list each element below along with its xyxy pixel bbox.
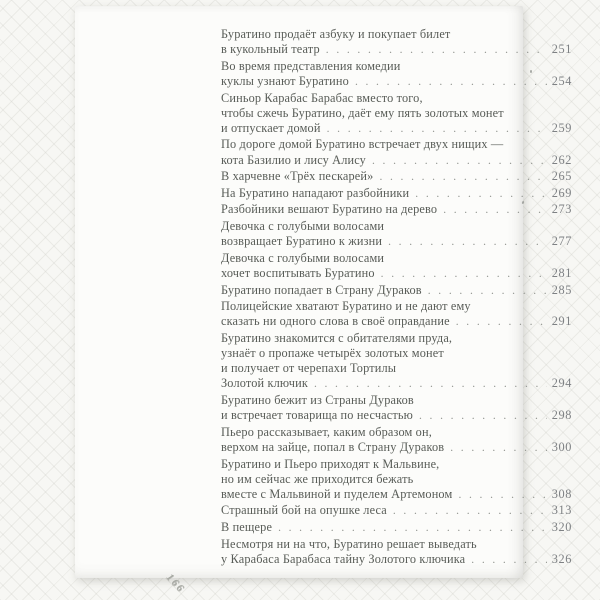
toc-entry: [221, 202, 572, 217]
toc-entry-line: [221, 42, 572, 57]
toc-entry-line: [221, 552, 572, 567]
toc-entry-text: Полицейские хватают Буратино и не дают ему: [221, 299, 471, 314]
toc-entry-line: [221, 219, 572, 234]
dot-leader: [278, 521, 547, 536]
toc-entry-line: [221, 503, 572, 518]
toc-entry-text: вместе с Мальвиной и пуделем Артемоном: [221, 486, 453, 501]
toc-entry-line: [221, 314, 572, 329]
toc-page-number: 313: [551, 503, 572, 518]
toc-entry-text: Буратино продаёт азбуку и покупает билет: [221, 27, 451, 41]
toc-entry-text: куклы узнают Буратино: [221, 73, 349, 88]
toc-page-number: 259: [551, 120, 572, 135]
book-page: [75, 6, 572, 596]
toc-entry: [221, 425, 572, 455]
toc-entry: [221, 457, 572, 503]
toc-entry-line: [221, 331, 572, 346]
toc-entry: [221, 169, 572, 184]
toc-entry-line: [221, 106, 572, 121]
toc-entry-line: [221, 59, 572, 74]
toc-entry-line: [221, 537, 572, 552]
toc-entry-line: [221, 376, 572, 391]
dot-leader: [415, 187, 546, 202]
toc-entry-line: [221, 425, 572, 440]
toc-entry-line: [221, 137, 572, 152]
toc-entry-text: Во время представления комедии: [221, 58, 401, 73]
toc-entry-line: [221, 169, 572, 184]
toc-entry: [221, 393, 572, 423]
toc-entry-text: но им сейчас же приходится бежать: [221, 471, 414, 486]
toc-entry: [221, 59, 572, 89]
toc-entry-text: Девочка с голубыми волосами: [221, 218, 385, 233]
toc-entry-text: у Карабаса Барабаса тайну Золотого ключика: [221, 551, 466, 566]
toc-entry-text: в кукольный театр: [221, 42, 320, 57]
toc-entry: [221, 537, 572, 567]
toc-entry: [221, 520, 572, 535]
toc-entry-line: [221, 283, 572, 298]
toc-entry-line: [221, 299, 572, 314]
toc-entry: [221, 219, 572, 249]
toc-entry: [221, 283, 572, 298]
toc-entry-line: [221, 74, 572, 89]
toc-entry-text: В пещере: [221, 520, 273, 535]
toc-entry: [221, 251, 572, 281]
toc-entry-text: возвращает Буратино к жизни: [221, 234, 383, 249]
dot-leader: [428, 284, 547, 299]
dot-leader: [450, 441, 547, 456]
handwritten-page-number: 166: [163, 572, 187, 596]
toc-entry-line: [221, 520, 572, 535]
toc-entry-line: [221, 121, 572, 136]
toc-entry: [221, 503, 572, 518]
toc-page-number: 281: [551, 265, 572, 280]
toc-entry-line: [221, 27, 572, 42]
toc-entry-line: [221, 440, 572, 455]
toc-entry-text: Страшный бой на опушке леса: [221, 503, 387, 518]
toc-entry-text: и встречает товарища по несчастью: [221, 408, 413, 423]
toc-entry-text: На Буратино нападают разбойники: [221, 185, 410, 200]
dot-leader: [393, 504, 547, 519]
toc-entry-text: По дороге домой Буратино встречает двух нищих —: [221, 137, 504, 152]
toc-page-number: 285: [551, 282, 572, 297]
toc-entry-text: и отпускает домой: [221, 120, 321, 135]
toc-entry-text: сказать ни одного слова в своё оправдание: [221, 314, 450, 329]
toc-entry-line: [221, 234, 572, 249]
toc-page-number: 273: [551, 202, 572, 217]
toc-entry-text: Синьор Карабас Барабас вместо того,: [221, 90, 423, 105]
toc-page-number: 251: [551, 42, 572, 57]
dot-leader: [355, 75, 547, 90]
toc-entry: [221, 299, 572, 329]
toc-entry-line: [221, 457, 572, 472]
toc-entry-text: кота Базилио и лису Алису: [221, 152, 366, 167]
toc-page-number: 269: [551, 185, 572, 200]
dot-leader: [456, 315, 547, 330]
toc-entry-line: [221, 202, 572, 217]
dot-leader: [314, 377, 547, 392]
toc-page-number: 262: [551, 152, 572, 167]
dot-leader: [381, 267, 547, 282]
toc-entry-line: [221, 361, 572, 376]
toc-page-number: 294: [551, 376, 572, 391]
dot-leader: [419, 409, 547, 424]
toc-entry: [221, 137, 572, 167]
dot-leader: [327, 122, 547, 137]
toc-entry: [221, 331, 572, 392]
toc-entry-text: Пьеро рассказывает, каким образом он,: [221, 424, 432, 439]
toc-entry: [221, 91, 572, 137]
toc-entry-line: [221, 346, 572, 361]
dot-leader: [388, 235, 547, 250]
dot-leader: [379, 170, 546, 185]
toc-entry-line: [221, 487, 572, 502]
toc-page-number: 300: [551, 439, 572, 454]
toc-entry-text: узнаёт о пропаже четырёх золотых монет: [221, 346, 444, 361]
dot-leader: [458, 488, 546, 503]
toc-entry-text: В харчевне «Трёх пескарей»: [221, 169, 374, 184]
toc-page-number: 277: [551, 234, 572, 249]
toc-entry-line: [221, 153, 572, 168]
toc-entry-line: [221, 472, 572, 487]
toc-entry-line: [221, 408, 572, 423]
toc-entry-text: Разбойники вешают Буратино на дерево: [221, 202, 438, 217]
toc-entry-text: Девочка с голубыми волосами: [221, 250, 385, 265]
toc-entry-line: [221, 266, 572, 281]
toc-entry-line: [221, 91, 572, 106]
toc-entry-text: Несмотря ни на что, Буратино решает выведать: [221, 536, 477, 551]
toc-entry-line: [221, 186, 572, 201]
toc-page-number: 320: [551, 520, 572, 535]
table-of-contents: [221, 27, 572, 568]
toc-entry: [221, 27, 572, 57]
toc-page-number: 326: [551, 551, 572, 566]
dot-leader: [443, 203, 547, 218]
toc-page-number: 265: [551, 169, 572, 184]
toc-entry: [221, 186, 572, 201]
dot-leader: [471, 553, 546, 568]
toc-entry-text: верхом на зайце, попал в Страну Дураков: [221, 439, 445, 454]
toc-entry-text: Золотой ключик: [221, 376, 308, 391]
toc-entry-text: Буратино и Пьеро приходят к Мальвине,: [221, 456, 440, 471]
toc-entry-text: Буратино знакомится с обитателями пруда,: [221, 330, 453, 345]
dot-leader: [326, 43, 547, 58]
toc-entry-text: Буратино бежит из Страны Дураков: [221, 393, 414, 407]
toc-page-number: 298: [551, 408, 572, 423]
toc-page-number: 291: [551, 314, 572, 329]
toc-entry-text: и получает от черепахи Тортилы: [221, 361, 397, 376]
toc-entry-text: хочет воспитывать Буратино: [221, 265, 375, 280]
toc-entry-text: Буратино попадает в Страну Дураков: [221, 282, 422, 297]
photo-speck: [530, 70, 532, 73]
toc-entry-line: [221, 251, 572, 266]
toc-page-number: 254: [551, 73, 572, 88]
dot-leader: [372, 154, 547, 169]
toc-entry-text: чтобы сжечь Буратино, даёт ему пять золотых монет: [221, 105, 504, 120]
toc-page-number: 308: [551, 486, 572, 501]
toc-entry-line: [221, 393, 572, 408]
